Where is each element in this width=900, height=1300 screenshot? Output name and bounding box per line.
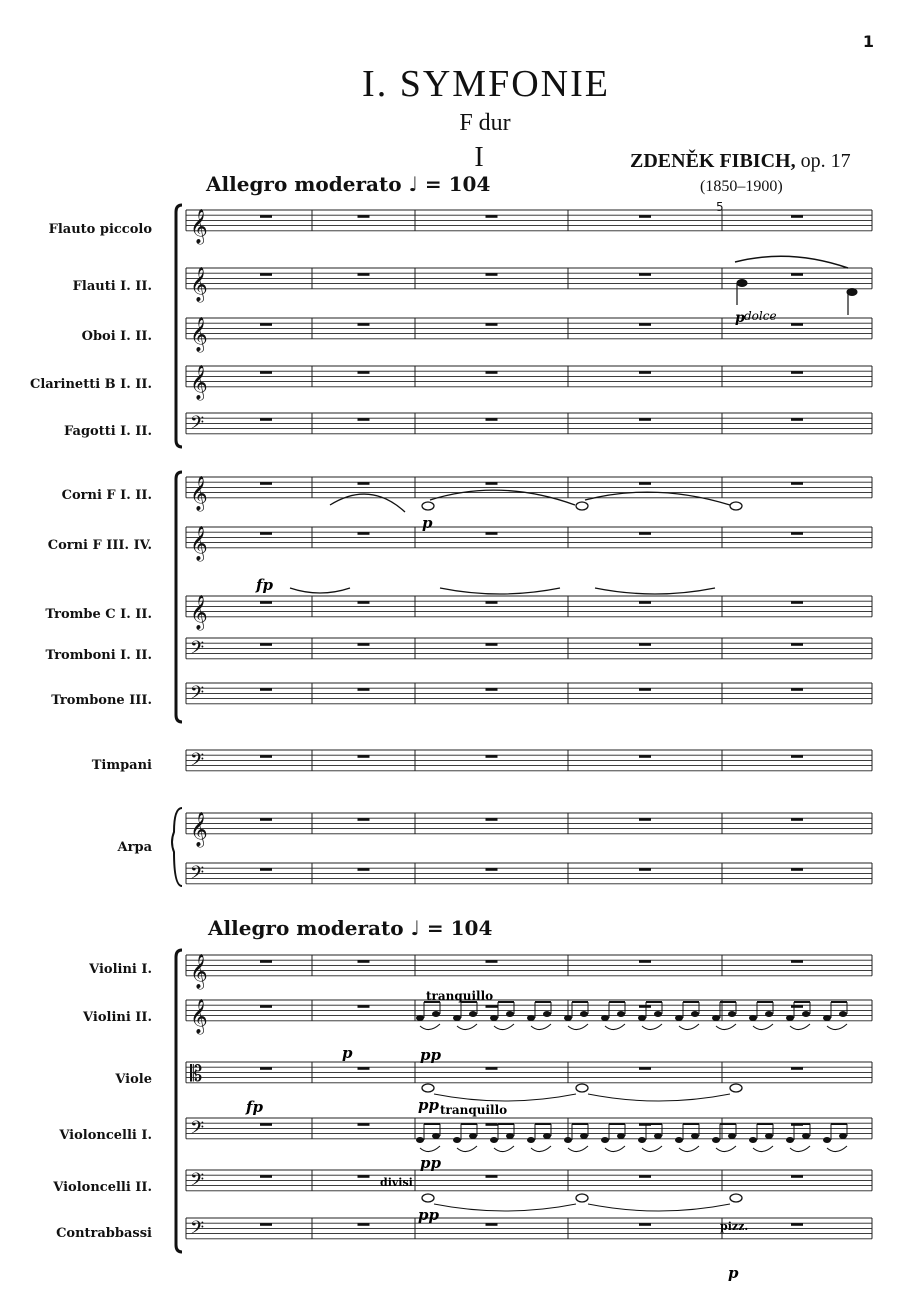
whole-rest	[639, 215, 651, 218]
whole-rest	[791, 371, 803, 374]
tie	[434, 1204, 576, 1211]
whole-rest	[486, 371, 498, 374]
eighth-note-head	[675, 1015, 683, 1021]
dynamic-p: p	[735, 310, 745, 326]
eighth-note-head	[469, 1133, 477, 1139]
whole-rest	[791, 960, 803, 963]
bass-clef-icon: 𝄢	[190, 1117, 205, 1143]
eighth-note-head	[564, 1015, 572, 1021]
rehearsal-mark: 5	[716, 200, 724, 214]
instrument-label: Tromboni I. II.	[45, 648, 152, 663]
whole-rest	[260, 418, 272, 421]
slur	[753, 1146, 773, 1152]
whole-rest	[260, 482, 272, 485]
whole-rest	[358, 960, 370, 963]
whole-rest	[486, 273, 498, 276]
eighth-note-head	[802, 1133, 810, 1139]
whole-rest	[358, 482, 370, 485]
half-note-head	[576, 1194, 588, 1202]
tempo-text: Allegro moderato	[208, 916, 404, 940]
whole-rest	[639, 323, 651, 326]
whole-rest	[791, 755, 803, 758]
movement-number: I	[474, 142, 484, 173]
whole-rest	[486, 1067, 498, 1070]
whole-rest	[260, 1175, 272, 1178]
instrument-label: Contrabbassi	[56, 1226, 152, 1241]
eighth-note-head	[638, 1015, 646, 1021]
dynamic-pp: pp	[420, 1154, 441, 1172]
eighth-note-head	[765, 1133, 773, 1139]
whole-rest	[791, 601, 803, 604]
treble-clef-icon: 𝄞	[190, 316, 208, 352]
instrument-label: Trombone III.	[51, 693, 152, 708]
horn-sustain	[290, 588, 715, 594]
divisi-marking: divisi	[380, 1176, 413, 1189]
eighth-note-head	[691, 1133, 699, 1139]
eighth-note-head	[691, 1011, 699, 1017]
whole-rest	[791, 532, 803, 535]
whole-rest	[358, 418, 370, 421]
dynamic-fp: fp	[246, 1098, 263, 1116]
whole-rest	[639, 688, 651, 691]
whole-rest	[791, 1223, 803, 1226]
whole-rest	[260, 273, 272, 276]
key-label: F dur	[459, 110, 511, 136]
whole-rest	[791, 818, 803, 821]
whole-rest	[358, 323, 370, 326]
tempo-value: = 104	[426, 916, 493, 940]
instrument-label: Corni F III. IV.	[47, 538, 152, 553]
slur	[716, 1146, 736, 1152]
slur	[716, 1024, 736, 1030]
slur	[494, 1024, 514, 1030]
bass-clef-icon: 𝄢	[190, 749, 205, 775]
treble-clef-icon: 𝄞	[190, 998, 208, 1034]
whole-rest	[260, 643, 272, 646]
eighth-note-head	[543, 1011, 551, 1017]
composer-dates: (1850–1900)	[700, 178, 783, 195]
slur	[568, 1146, 588, 1152]
whole-rest	[486, 532, 498, 535]
instrument-label: Violoncelli I.	[59, 1128, 152, 1143]
alto-clef-icon: 𝄡	[190, 1061, 203, 1087]
slur	[790, 1146, 810, 1152]
eighth-note-head	[675, 1137, 683, 1143]
whole-rest	[639, 1067, 651, 1070]
whole-rest	[486, 1005, 498, 1008]
bass-clef-icon: 𝄢	[190, 412, 205, 438]
slur	[531, 1146, 551, 1152]
slur	[568, 1024, 588, 1030]
eighth-note-head	[601, 1137, 609, 1143]
quarter-note-icon: ♩	[410, 916, 420, 940]
eighth-note-head	[416, 1137, 424, 1143]
whole-rest	[358, 1223, 370, 1226]
eighth-note-head	[638, 1137, 646, 1143]
instrument-label: Clarinetti B I. II.	[29, 377, 152, 392]
whole-rest	[486, 688, 498, 691]
whole-rest	[639, 960, 651, 963]
eighth-note-head	[765, 1011, 773, 1017]
whole-rest	[358, 215, 370, 218]
eighth-note-head	[823, 1137, 831, 1143]
eighth-note-head	[802, 1011, 810, 1017]
whole-rest	[791, 1175, 803, 1178]
whole-rest	[486, 1223, 498, 1226]
instrument-label: Violoncelli II.	[53, 1180, 152, 1195]
quarter-note-icon: ♩	[408, 172, 418, 196]
bass-clef-icon: 𝄢	[190, 682, 205, 708]
whole-rest	[358, 818, 370, 821]
instrument-label: Oboi I. II.	[81, 329, 152, 344]
eighth-note-head	[654, 1011, 662, 1017]
eighth-note-head	[823, 1015, 831, 1021]
whole-rest	[639, 868, 651, 871]
instrument-label: Flauto piccolo	[48, 222, 152, 237]
instrument-label: Violini II.	[83, 1010, 152, 1025]
whole-rest	[358, 601, 370, 604]
tie	[434, 1094, 576, 1101]
instrument-label: Viole	[115, 1072, 152, 1087]
half-note-head	[422, 1194, 434, 1202]
eighth-note-head	[469, 1011, 477, 1017]
eighth-note-head	[728, 1011, 736, 1017]
whole-rest	[791, 1005, 803, 1008]
instrument-label: Corni F I. II.	[61, 488, 152, 503]
slur	[735, 256, 848, 268]
slur	[679, 1146, 699, 1152]
whole-rest	[260, 1223, 272, 1226]
whole-rest	[486, 868, 498, 871]
whole-rest	[791, 643, 803, 646]
woodwind-bracket	[176, 205, 182, 447]
eighth-note-head	[490, 1015, 498, 1021]
whole-rest	[486, 643, 498, 646]
barlines	[186, 210, 872, 1239]
whole-rest	[358, 371, 370, 374]
whole-rest	[791, 482, 803, 485]
whole-rest	[260, 1067, 272, 1070]
instrument-label: Trombe C I. II.	[45, 607, 152, 622]
eighth-note-head	[654, 1133, 662, 1139]
bass-clef-icon: 𝄢	[190, 1217, 205, 1243]
eighth-note-head	[712, 1015, 720, 1021]
bass-clef-icon: 𝄢	[190, 1169, 205, 1195]
treble-clef-icon: 𝄞	[190, 811, 208, 847]
instrument-label: Violini I.	[89, 962, 152, 977]
instrument-label: Timpani	[91, 758, 152, 773]
bass-clef-icon: 𝄢	[190, 637, 205, 663]
whole-rest	[260, 215, 272, 218]
whole-rest	[358, 1005, 370, 1008]
slur	[494, 1146, 514, 1152]
whole-rest	[639, 818, 651, 821]
tie	[588, 1204, 730, 1211]
whole-rest	[639, 1175, 651, 1178]
eighth-note-head	[527, 1015, 535, 1021]
dynamic-pp: pp	[420, 1046, 441, 1064]
half-note-head	[730, 1084, 742, 1092]
whole-rest	[639, 755, 651, 758]
dynamic-pp: pp	[418, 1096, 439, 1114]
eighth-note-head	[432, 1133, 440, 1139]
harp-brace	[172, 808, 182, 886]
eighth-note-head	[543, 1133, 551, 1139]
clefs	[190, 209, 208, 1243]
treble-clef-icon: 𝄞	[190, 475, 208, 511]
brass-bracket	[176, 472, 182, 722]
whole-rest	[358, 643, 370, 646]
whole-rest	[358, 532, 370, 535]
slur	[827, 1024, 847, 1030]
whole-rest	[791, 1067, 803, 1070]
slur	[753, 1024, 773, 1030]
page-title: I. SYMFONIE	[362, 63, 610, 105]
whole-rest	[260, 868, 272, 871]
treble-clef-icon: 𝄞	[190, 525, 208, 561]
whole-rest	[486, 1123, 498, 1126]
slur	[330, 494, 405, 512]
whole-rest	[260, 755, 272, 758]
eighth-note-head	[564, 1137, 572, 1143]
dolce-marking: dolce	[744, 309, 777, 323]
whole-rest	[639, 418, 651, 421]
whole-rest	[486, 818, 498, 821]
whole-rest	[791, 273, 803, 276]
treble-clef-icon: 𝄞	[190, 594, 208, 630]
strings-bracket	[176, 950, 182, 1252]
flute-entry	[735, 256, 857, 315]
note-head	[847, 289, 857, 296]
eighth-note-head	[601, 1015, 609, 1021]
whole-rest	[260, 532, 272, 535]
slur	[790, 1024, 810, 1030]
slur	[605, 1024, 625, 1030]
half-note-head	[422, 502, 434, 510]
eighth-note-head	[617, 1011, 625, 1017]
bass-clef-icon: 𝄢	[190, 862, 205, 888]
whole-rest	[486, 323, 498, 326]
eighth-note-head	[416, 1015, 424, 1021]
half-note-head	[730, 502, 742, 510]
eighth-note-head	[580, 1133, 588, 1139]
whole-rest	[260, 601, 272, 604]
half-note-head	[576, 1084, 588, 1092]
whole-rest	[260, 818, 272, 821]
eighth-note-head	[786, 1015, 794, 1021]
eighth-note-head	[490, 1137, 498, 1143]
whole-rest	[358, 273, 370, 276]
whole-rest	[639, 371, 651, 374]
whole-rest	[791, 215, 803, 218]
pizz-marking: pizz.	[720, 1220, 749, 1233]
staff-lines	[186, 210, 872, 1239]
eighth-note-head	[786, 1137, 794, 1143]
tempo-value: = 104	[424, 172, 491, 196]
eighth-note-head	[527, 1137, 535, 1143]
slur	[642, 1146, 662, 1152]
whole-rest	[486, 1175, 498, 1178]
whole-rest	[486, 960, 498, 963]
dynamic-p: p	[728, 1264, 739, 1282]
whole-rest	[639, 643, 651, 646]
whole-rest	[358, 1067, 370, 1070]
whole-rest	[358, 1123, 370, 1126]
whole-rest	[260, 960, 272, 963]
whole-rest	[358, 755, 370, 758]
treble-clef-icon: 𝄞	[190, 208, 208, 244]
half-note-head	[576, 502, 588, 510]
eighth-note-head	[580, 1011, 588, 1017]
whole-rest	[639, 532, 651, 535]
treble-clef-icon: 𝄞	[190, 266, 208, 302]
tranquillo-marking: tranquillo	[440, 1103, 508, 1117]
whole-rest	[260, 1123, 272, 1126]
whole-rest	[358, 688, 370, 691]
dynamic-p: p	[422, 514, 433, 532]
tie	[585, 492, 730, 505]
eighth-note-head	[617, 1133, 625, 1139]
slur	[457, 1024, 477, 1030]
treble-clef-icon: 𝄞	[190, 364, 208, 400]
whole-rest	[260, 371, 272, 374]
eighth-note-head	[839, 1011, 847, 1017]
opus-number: op. 17	[800, 150, 851, 172]
slur	[827, 1146, 847, 1152]
whole-rest	[791, 868, 803, 871]
slur	[457, 1146, 477, 1152]
eighth-note-head	[506, 1011, 514, 1017]
whole-rest	[260, 1005, 272, 1008]
slur	[420, 1024, 440, 1030]
horn-entry	[330, 490, 742, 512]
half-note-head	[730, 1194, 742, 1202]
whole-rest	[639, 273, 651, 276]
dynamic-fp: fp	[256, 576, 273, 594]
instrument-label: Fagotti I. II.	[64, 424, 152, 439]
instrument-label: Arpa	[117, 840, 152, 855]
slur	[642, 1024, 662, 1030]
note-head	[737, 280, 747, 287]
dynamic-p: p	[342, 1044, 353, 1062]
eighth-note-head	[728, 1133, 736, 1139]
eighth-note-head	[839, 1133, 847, 1139]
eighth-note-head	[712, 1137, 720, 1143]
system-brackets	[172, 205, 182, 1252]
tranquillo-marking: tranquillo	[426, 989, 494, 1003]
whole-rest	[260, 688, 272, 691]
whole-rest	[358, 1175, 370, 1178]
whole-rest	[358, 868, 370, 871]
whole-rest	[791, 323, 803, 326]
eighth-note-head	[749, 1015, 757, 1021]
tempo-text: Allegro moderato	[206, 172, 402, 196]
slur	[531, 1024, 551, 1030]
whole-rest	[639, 482, 651, 485]
whole-rest	[639, 1223, 651, 1226]
half-note-head	[422, 1084, 434, 1092]
instrument-label: Flauti I. II.	[72, 279, 152, 294]
whole-rest	[486, 601, 498, 604]
slur	[679, 1024, 699, 1030]
whole-rest	[260, 323, 272, 326]
eighth-note-head	[749, 1137, 757, 1143]
composer-name: ZDENĚK FIBICH,	[630, 150, 796, 172]
treble-clef-icon: 𝄞	[190, 953, 208, 989]
whole-rest	[791, 418, 803, 421]
eighth-note-head	[453, 1137, 461, 1143]
dynamic-pp: pp	[418, 1206, 439, 1224]
tie	[588, 1094, 730, 1101]
eighth-note-head	[506, 1133, 514, 1139]
whole-rest	[486, 755, 498, 758]
slur	[420, 1146, 440, 1152]
eighth-note-head	[453, 1015, 461, 1021]
page-number: 1	[862, 32, 874, 51]
whole-rest	[639, 601, 651, 604]
eighth-note-head	[432, 1011, 440, 1017]
whole-rest	[486, 418, 498, 421]
whole-rest	[791, 688, 803, 691]
whole-rest	[486, 215, 498, 218]
whole-rest	[639, 1005, 651, 1008]
whole-rest	[486, 482, 498, 485]
slur	[605, 1146, 625, 1152]
